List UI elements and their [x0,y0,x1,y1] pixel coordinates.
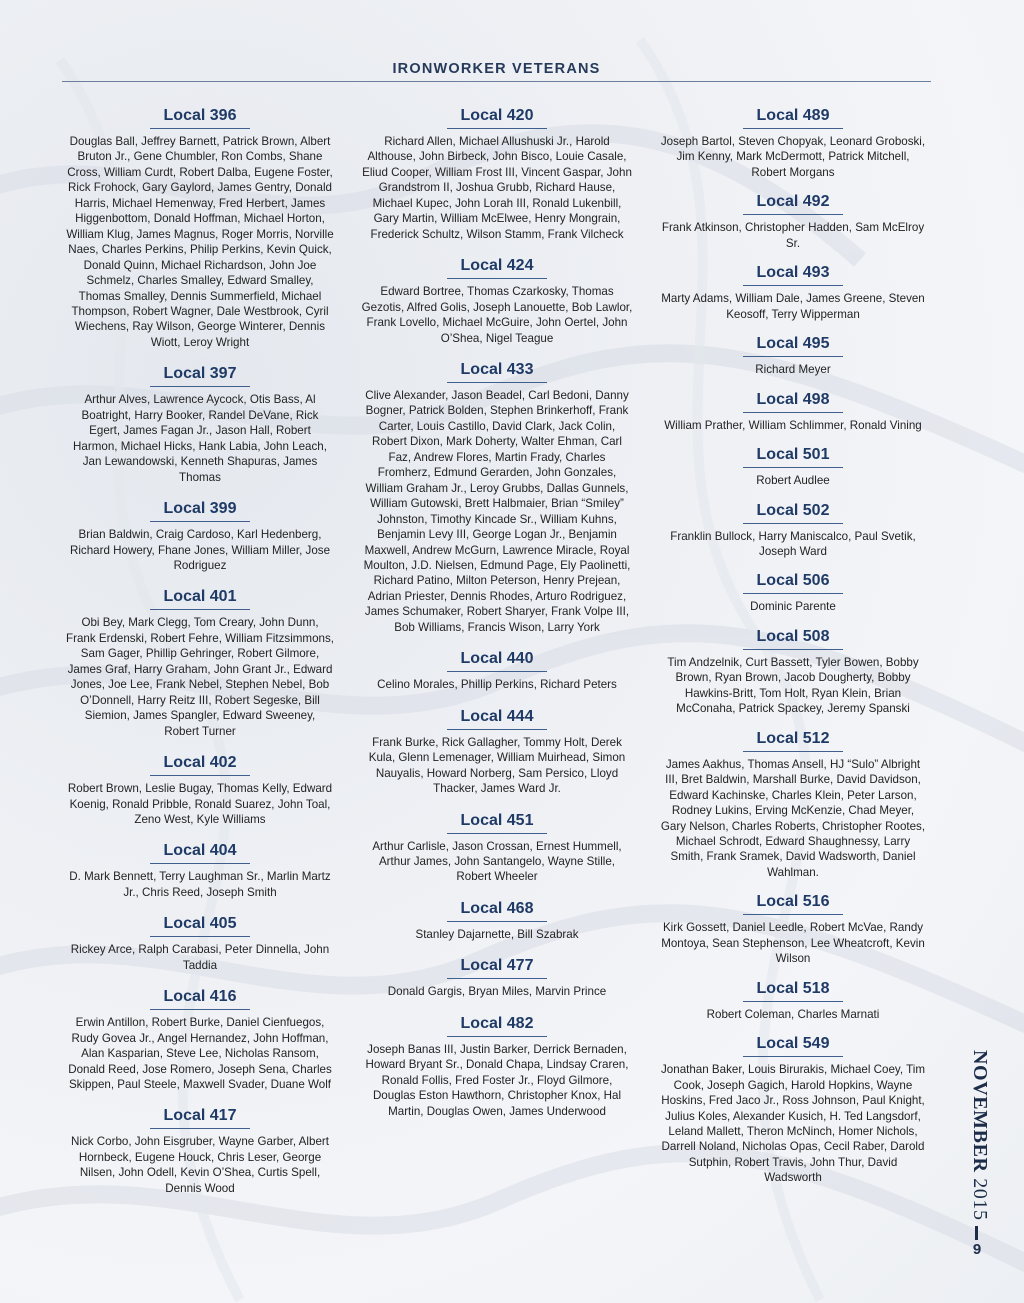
local-section [656,729,930,881]
member-names: Edward Bortree, Thomas Czarkosky, Thomas Gezotis, Alfred Golis, Joseph Lanouette, Bob Lawlor, Frank Lovello, Michael McGuire, John Oertel, John O’Shea, Nigel Teague [361,285,633,345]
column-1 [62,106,338,1196]
member-names: Franklin Bullock, Harry Maniscalco, Paul Svetik, Joseph Ward [670,529,916,558]
local-heading: Local 396 [150,106,251,129]
local-section [62,841,338,900]
local-heading: Local 451 [447,811,548,834]
issue-year: 2015 [969,1178,991,1221]
local-heading: Local 549 [743,1034,844,1057]
member-names: Arthur Carlisle, Jason Crossan, Ernest Hummell, Arthur James, John Santangelo, Wayne Stille, Robert Wheeler [372,839,622,884]
local-heading: Local 518 [743,979,844,1002]
local-heading: Local 506 [743,571,844,594]
local-section [656,106,930,180]
local-section [656,1034,930,1186]
local-heading: Local 420 [447,106,548,129]
local-section [357,649,637,692]
local-heading: Local 440 [447,649,548,672]
local-section [357,811,637,885]
local-section [62,1106,338,1196]
page-title: IRONWORKER VETERANS [392,61,601,77]
local-heading: Local 477 [447,956,548,979]
local-section [656,627,930,717]
member-names: D. Mark Bennett, Terry Laughman Sr., Marlin Martz Jr., Chris Reed, Joseph Smith [69,870,331,899]
local-section [357,899,637,942]
local-heading: Local 399 [150,499,251,522]
local-heading: Local 404 [150,841,251,864]
local-heading: Local 502 [743,501,844,524]
member-names: Kirk Gossett, Daniel Leedle, Robert McVae, Randy Montoya, Sean Stephenson, Lee Wheatcroft, Kevin Wilson [661,921,925,966]
local-section [62,753,338,827]
local-section [62,914,338,973]
member-names: Joseph Bartol, Steven Chopyak, Leonard Groboski, Jim Kenny, Mark McDermott, Patrick Mitchell, Robert Morgans [660,135,926,179]
local-section [62,499,338,573]
local-heading: Local 402 [150,753,251,776]
issue-month: NOVEMBER [969,1050,991,1173]
local-section [656,979,930,1022]
local-section [656,571,930,614]
member-names: Frank Atkinson, Christopher Hadden, Sam McElroy Sr. [661,221,925,250]
member-names: William Prather, William Schlimmer, Ronald Vining [664,418,922,432]
member-names: Erwin Antillon, Robert Burke, Daniel Cienfuegos, Rudy Govea Jr., Angel Hernandez, John Hoffman, Alan Kasparian, Steve Lee, Nicholas Ransom, Donald Reed, Jose Romero, Joseph Sena, Charles Skippen, Paul Steele, Maxwell Svader, Duane Wolf [68,1016,332,1092]
local-heading: Local 417 [150,1106,251,1129]
member-names: Robert Brown, Leslie Bugay, Thomas Kelly, Edward Koenig, Ronald Pribble, Ronald Suarez, John Toal, Zeno West, Kyle Williams [67,782,333,826]
local-section [62,106,338,350]
member-names: Robert Audlee [756,474,830,488]
local-heading: Local 405 [150,914,251,937]
member-names: James Aakhus, Thomas Ansell, HJ “Sulo” Albright III, Bret Baldwin, Marshall Burke, David Davidson, Edward Kachinske, Charles Klein, Peter Larson, Rodney Lukins, Erving McKenzie, Chad Meyer, Gary Nelson, Charles Roberts, Christopher Rootes, Michael Schrodt, Edward Shaughnessy, Larry Smith, Frank Sramek, David Wadsworth, Daniel Wahlman. [660,757,926,879]
local-section [656,501,930,560]
local-section [62,587,338,739]
member-names: Clive Alexander, Jason Beadel, Carl Bedoni, Danny Bogner, Patrick Bolden, Stephen Brinkerhoff, Frank Carter, Louis Castillo, David Clark, Jack Colin, Robert Dixon, Mark Doherty, Walter Ehman, Carl Faz, Andrew Flores, Martin Frady, Charles Fromherz, Edmund Gerarden, John Gonzales, William Graham Jr., Leroy Grubbs, Dallas Gunnels, William Gutowski, Brett Halbmaier, Brian “Smiley” Johnston, Timothy Kincade Sr., William Kuhns, Benjamin Levy III, George Logan Jr., Benjamin Maxwell, Andrew McGurn, Lawrence Miracle, Royal Moulton, J.D. Nielsen, Edmund Page, Ely Paolinetti, Richard Patino, Milton Peterson, Henry Prejean, Adrian Priester, Dennis Rhodes, Arturo Rodriguez, James Schumaker, Robert Sharyer, Frank Volpe III, Bob Williams, Francis Wison, Larry York [363,388,631,634]
local-heading: Local 468 [447,899,548,922]
local-section [62,364,338,485]
member-names: Richard Allen, Michael Allushuski Jr., Harold Althouse, John Birbeck, John Bisco, Louie Casale, Eliud Cooper, William Frost III, Vincent Gaspar, John Grandstrom II, Joshua Grubb, Richard Hause, Michael Kupec, John Lorah III, Ronald Lukenbill, Gary Martin, William McElwee, Henry Mongrain, Frederick Schultz, Wilson Stamm, Frank Vilcheck [362,135,632,241]
column-2 [357,106,637,1119]
member-names: Arthur Alves, Lawrence Aycock, Otis Bass, Al Boatright, Harry Booker, Randel DeVane, Rick Egert, James Fagan Jr., Jason Hall, Robert Harmon, Michael Hicks, Hank Labia, John Leach, Jan Lewandowski, Kenneth Shapuras, James Thomas [73,393,327,484]
member-names: Obi Bey, Mark Clegg, Tom Creary, John Dunn, Frank Erdenski, Robert Fehre, William Fitzsimmons, Sam Gager, Phillip Gehringer, Robert Gilmore, James Graf, Harry Graham, John Grant Jr., Edward Jones, Joe Lee, Frank Nebel, Stephen Nebel, Bob O’Donnell, Harry Reitz III, Robert Segeske, Bill Siemion, James Spangler, Edward Sweeney, Robert Turner [66,616,335,738]
local-section [357,956,637,999]
member-names: Donald Gargis, Bryan Miles, Marvin Prince [387,985,607,999]
local-heading: Local 424 [447,256,548,279]
local-section [656,892,930,966]
local-section [656,263,930,322]
page-number: 9 [972,1241,982,1258]
member-names: Frank Burke, Rick Gallagher, Tommy Holt, Derek Kula, Glenn Lemenager, William Muirhead, Simon Nauyalis, Howard Norberg, Sam Persico, Lloyd Thacker, James Ward Jr. [368,735,626,796]
member-names: Brian Baldwin, Craig Cardoso, Karl Hedenberg, Richard Howery, Fhane Jones, William Miller, Jose Rodriguez [69,528,331,572]
local-section [357,256,637,346]
local-section [656,334,930,377]
member-names: Dominic Parente [750,600,836,614]
member-names: Robert Coleman, Charles Marnati [706,1007,880,1021]
local-heading: Local 516 [743,892,844,915]
header-divider [62,81,931,82]
local-heading: Local 401 [150,587,251,610]
local-section [357,360,637,635]
local-heading: Local 433 [447,360,548,383]
local-section [656,390,930,433]
local-heading: Local 444 [447,707,548,730]
local-heading: Local 493 [743,263,844,286]
member-names: Marty Adams, William Dale, James Greene, Steven Keosoff, Terry Wipperman [661,292,925,321]
local-heading: Local 397 [150,364,251,387]
local-heading: Local 489 [743,106,844,129]
member-names: Celino Morales, Phillip Perkins, Richard Peters [377,678,617,692]
member-names: Rickey Arce, Ralph Carabasi, Peter Dinnella, John Taddia [70,943,330,972]
local-section [357,106,637,242]
member-names: Douglas Ball, Jeffrey Barnett, Patrick Brown, Albert Bruton Jr., Gene Chumbler, Ron Combs, Shane Cross, William Curdt, Robert Dalba, Eugene Foster, Rick Frohock, Gary Gaylord, James Gentry, Donald Harris, Michael Hemenway, Fred Herbert, James Higgenbottom, Donald Hoffman, Michael Horton, William Klug, James Magnus, Roger Morris, Norville Naes, Charles Perkins, Philip Perkins, Kevin Quick, Donald Quinn, Michael Richardson, John Joe Schmelz, Charles Smalley, Edward Smalley, Thomas Smalley, Dennis Summerfield, Michael Thompson, Robert Wagner, Dale Westbrook, Cyril Wiechens, Ray Wilson, George Winterer, Dennis Wiott, Leroy Wright [66,135,334,349]
local-heading: Local 512 [743,729,844,752]
local-section [656,445,930,488]
local-heading: Local 482 [447,1014,548,1037]
local-heading: Local 492 [743,192,844,215]
local-section [357,1014,637,1119]
column-3 [656,106,930,1186]
local-section [62,987,338,1092]
local-section [656,192,930,251]
local-heading: Local 501 [743,445,844,468]
local-heading: Local 498 [743,390,844,413]
page-number-divider [975,1226,978,1240]
member-names: Joseph Banas III, Justin Barker, Derrick Bernaden, Howard Bryant Sr., Donald Chapa, Lindsay Craren, Ronald Follis, Fred Foster Jr., Floyd Gilmore, Douglas Eston Hawthorn, Christopher Knox, Hal Martin, Douglas Owen, James Underwood [365,1042,629,1118]
member-names: Jonathan Baker, Louis Birurakis, Michael Coey, Tim Cook, Joseph Gagich, Harold Hopkins, Wayne Hoskins, Fred Jaco Jr., Ross Johnson, Paul Knight, Julius Koles, Alexander Kusich, H. Ted Langsdorf, Leland Mallett, Theron McNinch, Homer Nichols, Darrell Noland, Nicholas Opas, Cecil Raber, Darold Sutphin, Robert Travis, John Thur, David Wadsworth [661,1063,925,1185]
local-heading: Local 416 [150,987,251,1010]
issue-date [963,1050,993,1225]
member-names: Stanley Dajarnette, Bill Szabrak [415,927,579,941]
local-heading: Local 508 [743,627,844,650]
member-names: Tim Andzelnik, Curt Bassett, Tyler Bowen, Bobby Brown, Ryan Brown, Jacob Dougherty, Bobby Hawkins-Britt, Tom Holt, Ryan Klein, Brian McConaha, Patrick Spackey, Jeremy Spanski [667,655,919,716]
member-names: Richard Meyer [755,363,831,377]
local-section [357,707,637,797]
member-names: Nick Corbo, John Eisgruber, Wayne Garber, Albert Hornbeck, Eugene Houck, Chris Leser, George Nilsen, John Odell, Kevin O’Shea, Curtis Spell, Dennis Wood [71,1135,329,1195]
local-heading: Local 495 [743,334,844,357]
